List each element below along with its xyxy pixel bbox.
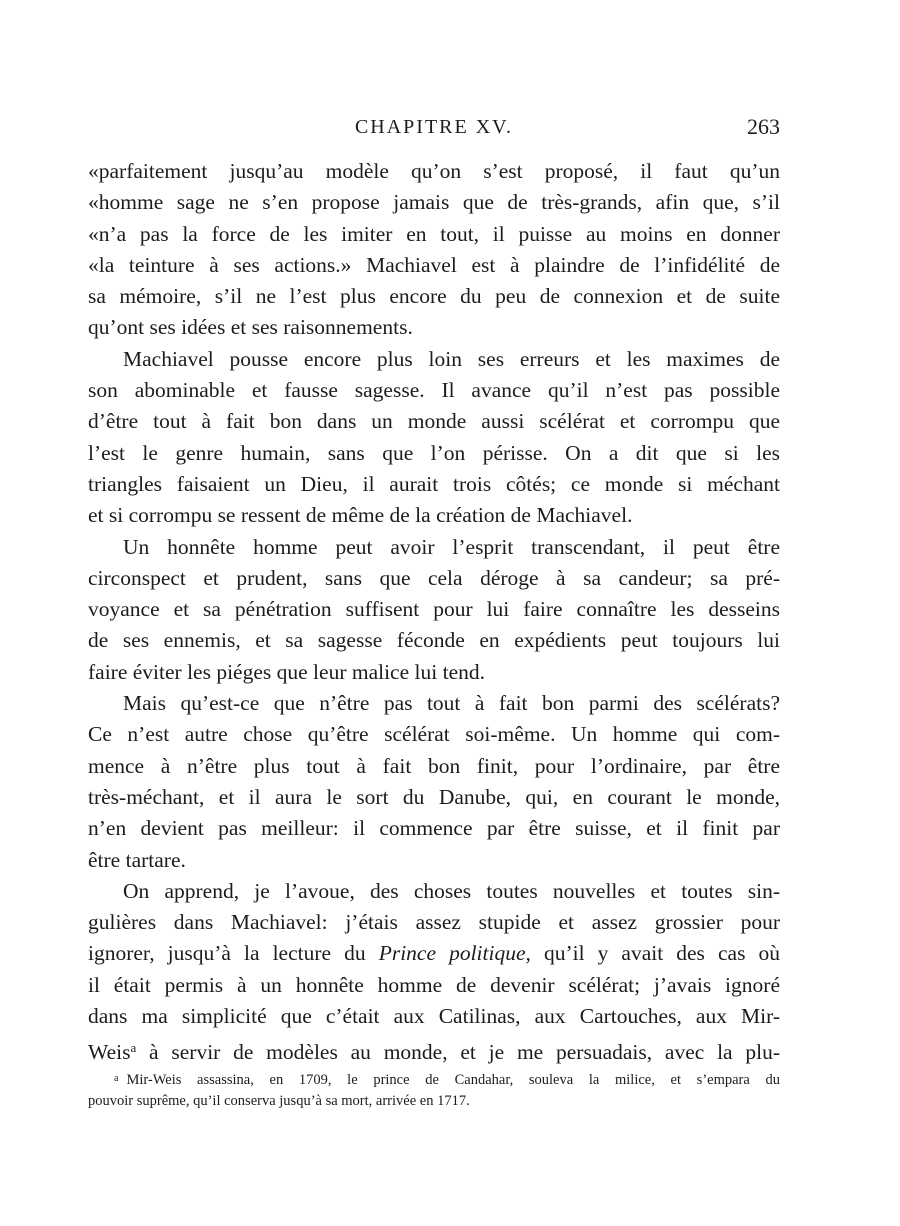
text-line: On apprend, je l’avoue, des choses toutes nouvelles et toutes sin-	[123, 878, 780, 903]
text-line: être tartare.	[88, 847, 186, 872]
text-line: de ses ennemis, et sa sagesse féconde en expédients peut toujours lui	[88, 628, 780, 653]
text-line: gulières dans Machiavel: j’étais assez stupide et assez grossier pour	[88, 910, 780, 935]
footnote-marker: a	[114, 1073, 119, 1084]
text-line: n’en devient pas meilleur: il commence par être suisse, et il finit par	[88, 816, 780, 841]
text-line: qu’ont ses idées et ses raisonnements.	[88, 315, 413, 340]
text-line: l’est le genre humain, sans que l’on périsse. On a dit que si les	[88, 440, 780, 465]
text-line	[88, 1032, 780, 1063]
text-line: «homme sage ne s’en propose jamais que de très-grands, afin que, s’il	[88, 190, 780, 215]
footnote-line	[88, 1068, 780, 1090]
text-segment: qu’il y avait des cas où	[543, 941, 780, 966]
footnote-reference: a	[130, 1040, 137, 1056]
footnote-line: pouvoir suprême, qu’il conserva jusqu’à sa mort, arrivée en 1717.	[88, 1093, 470, 1109]
text-line: «parfaitement jusqu’au modèle qu’on s’est proposé, il faut qu’un	[88, 159, 780, 183]
text-line: mence à n’être plus tout à fait bon finit, pour l’ordinaire, par être	[88, 753, 780, 778]
text-line: sa mémoire, s’il ne l’est plus encore du peu de connexion et de suite	[88, 284, 780, 309]
book-title: Prince politique,	[378, 941, 531, 966]
text-segment: à servir de modèles au monde, et je me persuadais, avec la plu-	[149, 1040, 780, 1064]
footnote-text: Mir-Weis assassina, en 1709, le prince de Candahar, souleva la milice, et s’empara du	[126, 1072, 780, 1088]
text-line: Un honnête homme peut avoir l’esprit transcendant, il peut être	[123, 534, 780, 559]
text-line: circonspect et prudent, sans que cela déroge à sa candeur; sa pré-	[88, 565, 780, 590]
body-text	[88, 156, 780, 1064]
text-line: Machiavel pousse encore plus loin ses erreurs et les maximes de	[123, 346, 780, 371]
text-line: voyance et sa pénétration suffisent pour lui faire connaître les desseins	[88, 597, 780, 622]
running-head	[88, 114, 780, 144]
text-line: triangles faisaient un Dieu, il aurait trois côtés; ce monde si méchant	[88, 471, 780, 496]
text-segment: Weis	[88, 1040, 131, 1064]
text-line: très-méchant, et il aura le sort du Danube, qui, en courant le monde,	[88, 784, 780, 809]
text-line: dans ma simplicité que c’était aux Catilinas, aux Cartouches, aux Mir-	[88, 1004, 780, 1029]
text-line	[88, 938, 780, 969]
text-line: il était permis à un honnête homme de devenir scélérat; j’avais ignoré	[88, 972, 780, 997]
chapter-title: CHAPITRE XV.	[354, 116, 514, 138]
text-line: Mais qu’est-ce que n’être pas tout à fait bon parmi des scélérats?	[123, 691, 780, 716]
page-number: 263	[747, 114, 780, 139]
text-line: faire éviter les piéges que leur malice lui tend.	[88, 659, 485, 684]
text-line: son abominable et fausse sagesse. Il avance qu’il n’est pas possible	[88, 378, 780, 403]
text-line: et si corrompu se ressent de même de la création de Machiavel.	[88, 503, 633, 528]
text-segment: ignorer, jusqu’à la lecture du	[88, 941, 366, 966]
text-line: Ce n’est autre chose qu’être scélérat soi-même. Un homme qui com-	[88, 722, 780, 747]
text-line: d’être tout à fait bon dans un monde aussi scélérat et corrompu que	[88, 409, 780, 434]
text-line: «n’a pas la force de les imiter en tout, il puisse au moins en donner	[88, 221, 780, 246]
text-line: «la teinture à ses actions.» Machiavel est à plaindre de l’infidélité de	[88, 252, 780, 277]
footnote	[88, 1068, 780, 1112]
